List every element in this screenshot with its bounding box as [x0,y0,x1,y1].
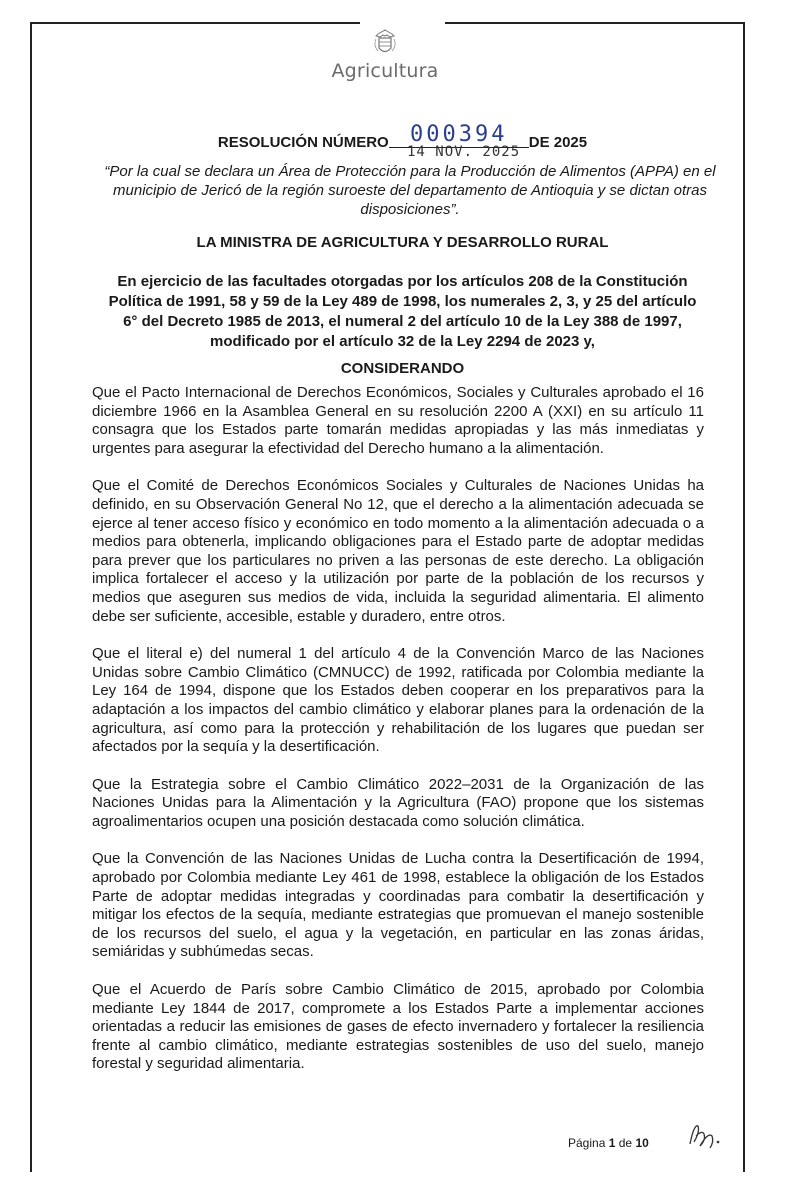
resolution-number-line [0,122,805,154]
date-stamp: 14 NOV. 2025 [407,144,521,160]
page-current: 1 [608,1136,616,1150]
agricultura-logo [330,28,440,82]
resolution-number-stamp: 000394 [389,122,529,148]
page-total: 10 [635,1136,649,1150]
handwritten-initials [684,1118,724,1159]
paragraph: Que el Comité de Derechos Económicos Sociales y Culturales de Naciones Unidas ha definido, en su Observación General No 12, que el derecho a la alimentación adecuada se ejerce al tener acceso físico y económico en todo momento a la alimentación adecuada o a medios para obtenerla, implicando obligaciones para el Estado parte de adoptar medidas para prever que los particulares no priven a las personas de este derecho. La obligación implica fortalecer el acceso y la utilización por parte de la población de los recursos y medios que aseguren sus medios de vida, incluida la seguridad alimentaria. El alimento debe ser suficiente, accesible, estable y duradero, entre otros. [92,477,704,625]
paragraph: Que el Pacto Internacional de Derechos Económicos, Sociales y Culturales aprobado el 16 diciembre 1966 en la Asamblea General en su resolución 2200 A (XXI) en su artículo 11 consagra que los Estados parte tomarán medidas apropiadas y las más inmediatas y urgentes para asegurar la efectividad del Derecho humano a la alimentación. [92,384,704,457]
page-label: Página [568,1136,606,1150]
page-frame-top-border-left [30,22,360,24]
paragraph: Que la Convención de las Naciones Unidas de Lucha contra la Desertificación de 1994, aprobado por Colombia mediante Ley 461 de 1998, establece la obligación de los Estados Parte de adoptar medidas integradas y coordinadas para combatir la desertificación y mitigar los efectos de la sequía, mediante estrategias que promuevan el manejo sostenible de los recursos del suelo, el agua y la vegetación, en particular en las zonas áridas, semiáridas y subhúmedas secas. [92,850,704,961]
page-frame-right-border [743,22,745,1172]
legal-powers-statement: En ejercicio de las facultades otorgadas por los artículos 208 de la Constitución Política de 1991, 58 y 59 de la Ley 489 de 1998, los numerales 2, 3, y 25 del artículo 6° del Decreto 1985 de 2013, el numeral 2 del artículo 10 de la Ley 388 de 1997, modificado por el artículo 32 de la Ley 2294 de 2023 y, [108,273,697,350]
resolution-subtitle: “Por la cual se declara un Área de Protección para la Producción de Alimentos (APPA) en el municipio de Jericó de la región suroeste del departamento de Antioquia y se dictan otras disposiciones”. [104,163,716,218]
page-frame-top-border-right [445,22,745,24]
page-frame-left-border [30,22,32,1172]
minister-title: LA MINISTRA DE AGRICULTURA Y DESARROLLO RURAL [196,234,609,251]
paragraph: Que el literal e) del numeral 1 del artículo 4 de la Convención Marco de las Naciones Unidas sobre Cambio Climático (CMNUCC) de 1992, ratificada por Colombia mediante la Ley 164 de 1994, dispone que los Estados deben cooperar en los preparativos para la adaptación a los impactos del cambio climático y elaborar planes para la ordenación de la agricultura, así como para la protección y rehabilitación de los lugares que puedan ser afectados por la sequía y la desertificación. [92,645,704,756]
paragraph: Que la Estrategia sobre el Cambio Climático 2022–2031 de la Organización de las Naciones Unidas para la Alimentación y la Agricultura (FAO) propone que los sistemas agroalimentarios ocupen una posición destacada como solución climática. [92,775,704,830]
page-number [568,1136,649,1150]
colombia-coat-of-arms-icon [370,28,400,58]
considerando-body [92,384,704,1093]
considerando-heading: CONSIDERANDO [340,360,465,377]
logo-text: Agricultura [331,60,439,82]
paragraph: Que el Acuerdo de París sobre Cambio Climático de 2015, aprobado por Colombia mediante Ley 1844 de 2017, compromete a los Estados Parte a implementar acciones orientadas a reducir las emisiones de gases de efecto invernadero y fortalecer la resiliencia frente al cambio climático, mediante estrategias sostenibles de uso del suelo, manejo forestal y seguridad alimentaria. [92,981,704,1073]
page-of: de [618,1136,633,1150]
resolution-prefix: RESOLUCIÓN NÚMERO [217,134,389,151]
resolution-suffix: DE 2025 [528,134,588,151]
